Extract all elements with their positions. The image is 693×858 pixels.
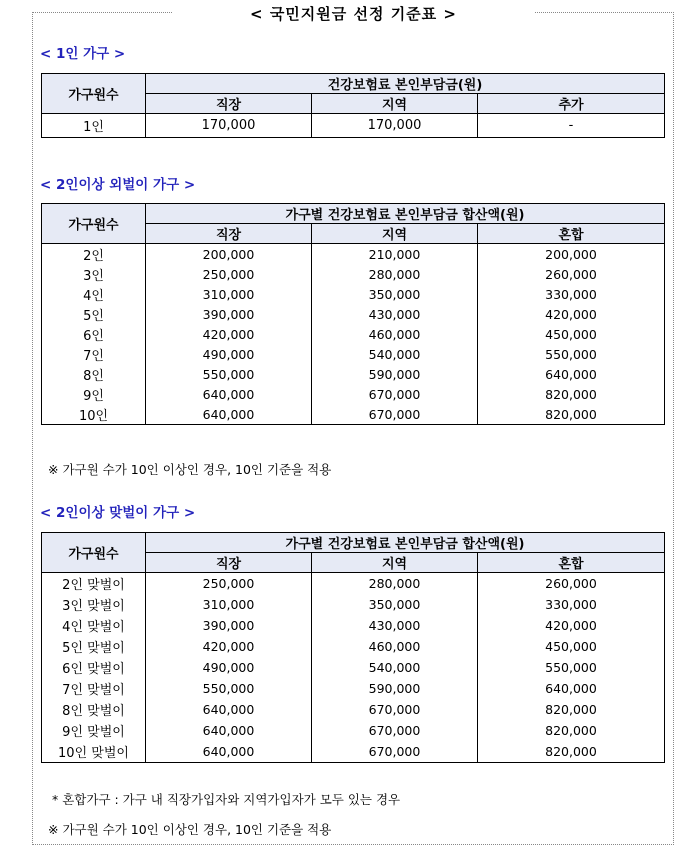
cell-value: 210,000 bbox=[312, 244, 478, 265]
cell-value: 540,000 bbox=[312, 344, 478, 364]
section-title-single-earner: < 2인이상 외벌이 가구 > bbox=[40, 177, 196, 193]
cell-value: 640,000 bbox=[478, 364, 665, 384]
section-title-single: < 1인 가구 > bbox=[40, 46, 126, 62]
row-label: 7인 bbox=[42, 344, 146, 364]
cell-value: 460,000 bbox=[312, 324, 478, 344]
cell-value: 670,000 bbox=[312, 741, 478, 763]
cell-value: 590,000 bbox=[312, 678, 478, 699]
cell-value: 260,000 bbox=[478, 264, 665, 284]
row-label: 6인 맞벌이 bbox=[42, 657, 146, 678]
cell-value: 640,000 bbox=[478, 678, 665, 699]
table-row bbox=[42, 741, 665, 763]
cell-value: 420,000 bbox=[146, 324, 312, 344]
note-mixed-household: * 혼합가구 : 가구 내 직장가입자와 지역가입자가 모두 있는 경우 bbox=[52, 792, 401, 807]
table-row bbox=[42, 384, 665, 404]
column-header: 직장 bbox=[146, 94, 312, 114]
row-label: 5인 맞벌이 bbox=[42, 636, 146, 657]
header-group: 건강보험료 본인부담금(원) bbox=[146, 74, 665, 94]
table-dual-earner bbox=[41, 532, 665, 763]
table-row bbox=[42, 636, 665, 657]
cell-value: 490,000 bbox=[146, 344, 312, 364]
column-header: 지역 bbox=[312, 224, 478, 244]
cell-value: 280,000 bbox=[312, 573, 478, 595]
table-row bbox=[42, 264, 665, 284]
cell-value: 550,000 bbox=[146, 678, 312, 699]
column-header: 직장 bbox=[146, 224, 312, 244]
table-row bbox=[42, 573, 665, 595]
cell-value: 420,000 bbox=[478, 304, 665, 324]
table-row bbox=[42, 699, 665, 720]
cell-value: 250,000 bbox=[146, 573, 312, 595]
cell-value: 820,000 bbox=[478, 741, 665, 763]
cell-value: 670,000 bbox=[312, 699, 478, 720]
column-header: 직장 bbox=[146, 553, 312, 573]
frame-top-left-line bbox=[32, 12, 172, 13]
section-title-dual-earner: < 2인이상 맞벌이 가구 > bbox=[40, 505, 196, 521]
table-row bbox=[42, 657, 665, 678]
cell-value: 820,000 bbox=[478, 699, 665, 720]
table-row bbox=[42, 615, 665, 636]
row-label: 1인 bbox=[42, 114, 146, 138]
cell-value: 450,000 bbox=[478, 636, 665, 657]
row-label: 2인 맞벌이 bbox=[42, 573, 146, 595]
row-label: 4인 맞벌이 bbox=[42, 615, 146, 636]
frame-top-right-line bbox=[535, 12, 672, 13]
header-group: 가구별 건강보험료 본인부담금 합산액(원) bbox=[146, 533, 665, 553]
cell-value: 350,000 bbox=[312, 284, 478, 304]
cell-value: 450,000 bbox=[478, 324, 665, 344]
cell-value: 820,000 bbox=[478, 384, 665, 404]
cell-value: 550,000 bbox=[478, 657, 665, 678]
table-row bbox=[42, 324, 665, 344]
cell-value: 390,000 bbox=[146, 615, 312, 636]
column-header: 추가 bbox=[478, 94, 665, 114]
cell-value: 170,000 bbox=[312, 114, 478, 138]
cell-value: 420,000 bbox=[478, 615, 665, 636]
header-household: 가구원수 bbox=[42, 74, 146, 114]
row-label: 3인 bbox=[42, 264, 146, 284]
note-ten-plus: ※ 가구원 수가 10인 이상인 경우, 10인 기준을 적용 bbox=[48, 822, 332, 837]
table-row bbox=[42, 678, 665, 699]
cell-value: 430,000 bbox=[312, 304, 478, 324]
row-label: 6인 bbox=[42, 324, 146, 344]
cell-value: 350,000 bbox=[312, 594, 478, 615]
row-label: 4인 bbox=[42, 284, 146, 304]
row-label: 2인 bbox=[42, 244, 146, 265]
cell-value: 590,000 bbox=[312, 364, 478, 384]
row-label: 9인 맞벌이 bbox=[42, 720, 146, 741]
table-row bbox=[42, 114, 665, 138]
cell-value: 640,000 bbox=[146, 384, 312, 404]
cell-value: 170,000 bbox=[146, 114, 312, 138]
table-row bbox=[42, 244, 665, 265]
cell-value: 640,000 bbox=[146, 404, 312, 425]
note-ten-plus: ※ 가구원 수가 10인 이상인 경우, 10인 기준을 적용 bbox=[48, 462, 332, 477]
cell-value: 640,000 bbox=[146, 699, 312, 720]
table-row bbox=[42, 364, 665, 384]
cell-value: 670,000 bbox=[312, 384, 478, 404]
header-household: 가구원수 bbox=[42, 204, 146, 244]
page-title: < 국민지원금 선정 기준표 > bbox=[250, 5, 457, 23]
cell-value: 200,000 bbox=[478, 244, 665, 265]
cell-value: 550,000 bbox=[478, 344, 665, 364]
cell-value: 460,000 bbox=[312, 636, 478, 657]
cell-value: 820,000 bbox=[478, 404, 665, 425]
cell-value: 250,000 bbox=[146, 264, 312, 284]
table-row bbox=[42, 284, 665, 304]
cell-value: 260,000 bbox=[478, 573, 665, 595]
cell-value: 490,000 bbox=[146, 657, 312, 678]
header-household: 가구원수 bbox=[42, 533, 146, 573]
cell-value: 670,000 bbox=[312, 404, 478, 425]
table-single-earner bbox=[41, 203, 665, 425]
row-label: 8인 맞벌이 bbox=[42, 699, 146, 720]
table-single-household bbox=[41, 73, 665, 138]
cell-value: 640,000 bbox=[146, 741, 312, 763]
row-label: 9인 bbox=[42, 384, 146, 404]
table-row bbox=[42, 304, 665, 324]
row-label: 7인 맞벌이 bbox=[42, 678, 146, 699]
cell-value: 670,000 bbox=[312, 720, 478, 741]
row-label: 10인 bbox=[42, 404, 146, 425]
cell-value: 200,000 bbox=[146, 244, 312, 265]
cell-value: 820,000 bbox=[478, 720, 665, 741]
cell-value: 310,000 bbox=[146, 594, 312, 615]
cell-value: 550,000 bbox=[146, 364, 312, 384]
cell-value: 430,000 bbox=[312, 615, 478, 636]
row-label: 8인 bbox=[42, 364, 146, 384]
cell-value: 330,000 bbox=[478, 284, 665, 304]
cell-value: 330,000 bbox=[478, 594, 665, 615]
column-header: 혼합 bbox=[478, 553, 665, 573]
row-label: 3인 맞벌이 bbox=[42, 594, 146, 615]
cell-value: 310,000 bbox=[146, 284, 312, 304]
table-row bbox=[42, 594, 665, 615]
cell-value: 390,000 bbox=[146, 304, 312, 324]
table-row bbox=[42, 344, 665, 364]
header-group: 가구별 건강보험료 본인부담금 합산액(원) bbox=[146, 204, 665, 224]
column-header: 지역 bbox=[312, 553, 478, 573]
cell-value: - bbox=[478, 114, 665, 138]
column-header: 지역 bbox=[312, 94, 478, 114]
column-header: 혼합 bbox=[478, 224, 665, 244]
cell-value: 540,000 bbox=[312, 657, 478, 678]
row-label: 10인 맞벌이 bbox=[42, 741, 146, 763]
cell-value: 280,000 bbox=[312, 264, 478, 284]
row-label: 5인 bbox=[42, 304, 146, 324]
table-row bbox=[42, 720, 665, 741]
cell-value: 420,000 bbox=[146, 636, 312, 657]
table-row bbox=[42, 404, 665, 425]
cell-value: 640,000 bbox=[146, 720, 312, 741]
